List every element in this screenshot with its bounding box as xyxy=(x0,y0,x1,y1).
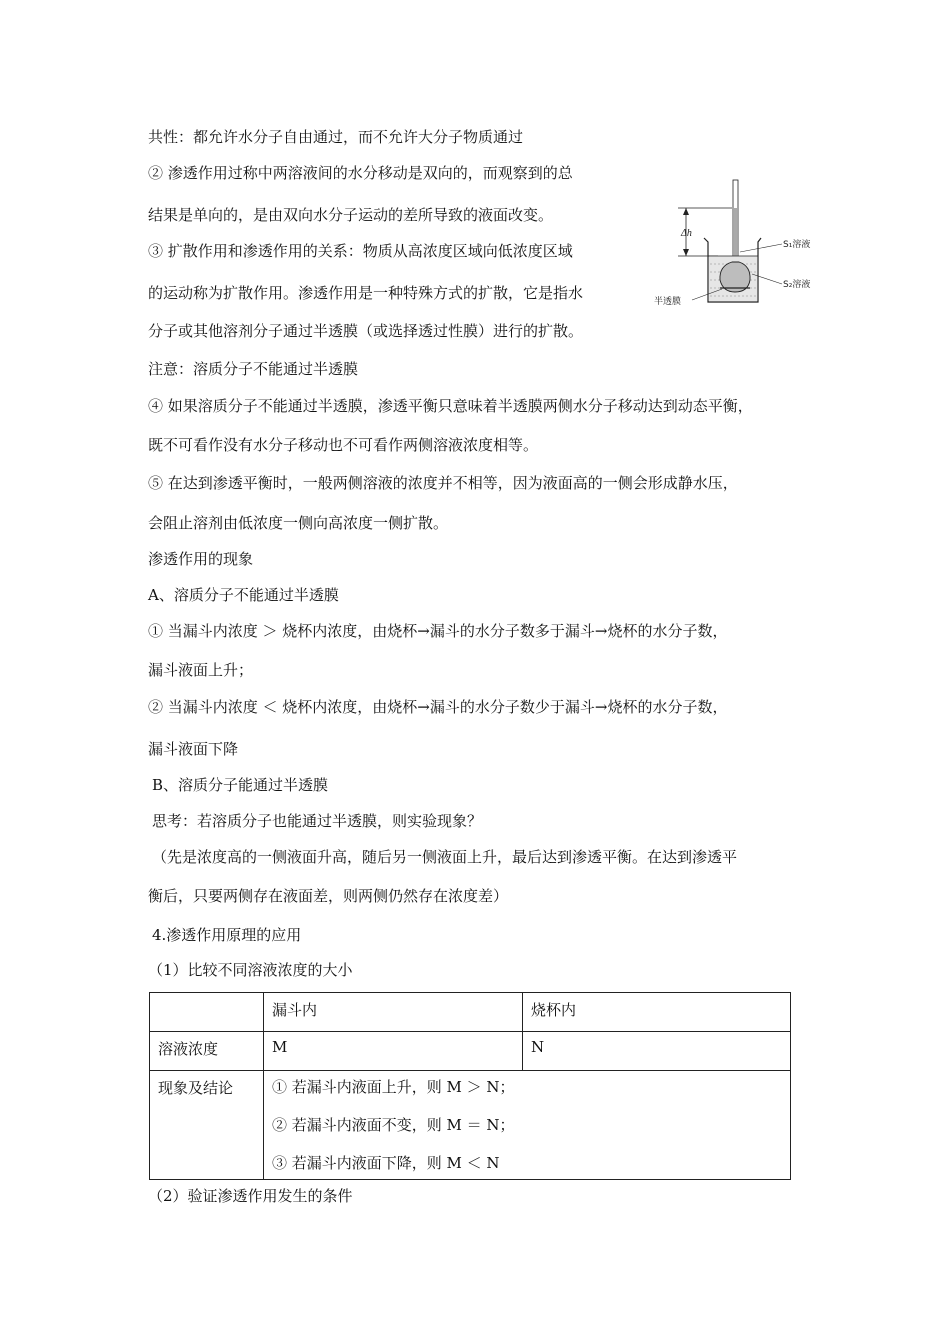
text-line: ② 当漏斗内浓度 ＜ 烧杯内浓度，由烧杯→漏斗的水分子数少于漏斗→烧杯的水分子数， xyxy=(148,698,728,716)
text-line: 会阻止溶剂由低浓度一侧向高浓度一侧扩散。 xyxy=(148,514,449,532)
text-line: 漏斗液面上升； xyxy=(148,661,254,679)
table-cell: N xyxy=(523,1032,791,1071)
section-heading: 4.渗透作用原理的应用 xyxy=(152,926,302,944)
s1-pointer xyxy=(740,244,782,252)
table-row xyxy=(150,1032,791,1071)
comparison-table xyxy=(149,992,791,1180)
table-header-row xyxy=(150,993,791,1032)
table-cell: M xyxy=(264,1032,523,1071)
text-line: （2）验证渗透作用发生的条件 xyxy=(148,1187,353,1205)
table-row-label: 溶液浓度 xyxy=(150,1032,264,1071)
section-heading: 渗透作用的现象 xyxy=(148,550,254,568)
table-row xyxy=(150,1071,791,1180)
text-line: 漏斗液面下降 xyxy=(148,740,239,758)
s1-label: S₁溶液 xyxy=(783,240,811,250)
text-line: ⑤ 在达到渗透平衡时，一般两侧溶液的浓度并不相等，因为液面高的一侧会形成静水压， xyxy=(148,474,738,492)
text-line: 分子或其他溶剂分子通过半透膜（或选择透过性膜）进行的扩散。 xyxy=(148,322,584,340)
table-cell xyxy=(150,993,264,1032)
delta-h-arrow-up xyxy=(683,208,689,215)
text-line: 注意：溶质分子不能通过半透膜 xyxy=(148,360,359,378)
text-line: ④ 如果溶质分子不能通过半透膜，渗透平衡只意味着半透膜两侧水分子移动达到动态平衡， xyxy=(148,397,753,415)
conclusion-item: ② 若漏斗内液面不变，则 M ＝ N； xyxy=(272,1116,515,1134)
text-line: ② 渗透作用过称中两溶液间的水分移动是双向的，而观察到的总 xyxy=(148,164,573,182)
delta-h-arrow-down xyxy=(683,249,689,256)
text-line: B、溶质分子能通过半透膜 xyxy=(152,776,329,794)
text-line: （1）比较不同溶液浓度的大小 xyxy=(148,961,353,979)
osmosis-apparatus-figure xyxy=(652,178,818,316)
text-line: ① 当漏斗内浓度 ＞ 烧杯内浓度，由烧杯→漏斗的水分子数多于漏斗→烧杯的水分子数， xyxy=(148,622,728,640)
text-line: 结果是单向的，是由双向水分子运动的差所导致的液面改变。 xyxy=(148,206,554,224)
tube-liquid xyxy=(734,208,737,260)
text-line: 的运动称为扩散作用。渗透作用是一种特殊方式的扩散，它是指水 xyxy=(148,284,584,302)
table-row-label: 现象及结论 xyxy=(150,1071,264,1180)
table-header-cell: 烧杯内 xyxy=(523,993,791,1032)
text-line: 共性：都允许水分子自由通过，而不允许大分子物质通过 xyxy=(148,128,524,146)
s2-label: S₂溶液 xyxy=(783,280,811,290)
text-line: 既不可看作没有水分子移动也不可看作两侧溶液浓度相等。 xyxy=(148,436,539,454)
membrane-label: 半透膜 xyxy=(654,297,682,307)
text-line: 衡后，只要两侧存在液面差，则两侧仍然存在浓度差） xyxy=(148,887,509,905)
text-line: 思考：若溶质分子也能通过半透膜，则实验现象？ xyxy=(152,812,483,830)
delta-h-label: Δh xyxy=(681,228,692,239)
table-header-cell: 漏斗内 xyxy=(264,993,523,1032)
text-line: （先是浓度高的一侧液面升高，随后另一侧液面上升，最后达到渗透平衡。在达到渗透平 xyxy=(152,848,738,866)
conclusion-item: ③ 若漏斗内液面下降，则 M ＜ N xyxy=(272,1154,500,1172)
table-cell-conclusions xyxy=(264,1071,791,1180)
text-line: A、溶质分子不能通过半透膜 xyxy=(148,586,339,604)
text-line: ③ 扩散作用和渗透作用的关系：物质从高浓度区域向低浓度区域 xyxy=(148,242,573,260)
conclusion-item: ① 若漏斗内液面上升，则 M ＞ N； xyxy=(272,1078,515,1096)
